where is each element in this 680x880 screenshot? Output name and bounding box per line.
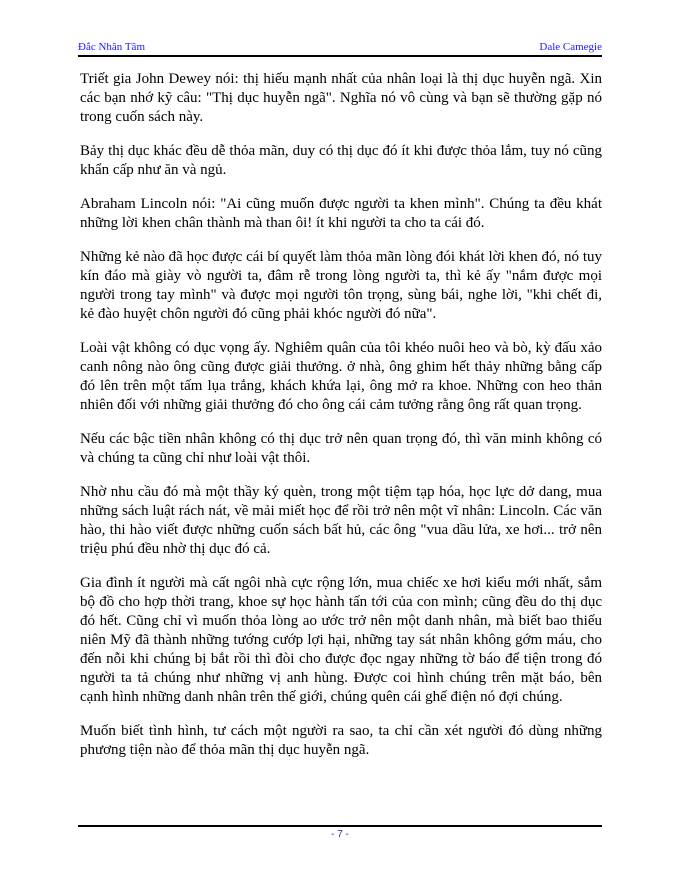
book-title: Đắc Nhân Tâm [78, 41, 145, 53]
header-divider [78, 55, 602, 57]
paragraph: Bảy thị dục khác đều dễ thỏa mãn, duy có thị dục đó ít khi được thỏa lắm, tuy nó cũng khẩn cấp như ăn và ngủ. [80, 143, 602, 178]
paragraph: Nhờ nhu cầu đó mà một thầy ký quèn, trong một tiệm tạp hóa, học lực dở dang, mua những sách luật rách nát, về mải miết học để rồi trở nên một vĩ nhân: Lincoln. Các văn hào, thi hào viết được những cuốn sách bất hủ, các ông "vua dầu lửa, xe hơi... trở nên triệu phú đều nhờ thị dục đó cả. [80, 484, 602, 557]
paragraph: Abraham Lincoln nói: "Ai cũng muốn được người ta khen mình". Chúng ta đều khát những lời khen chân thành mà than ôi! ít khi người ta cho ta cái đó. [80, 196, 602, 231]
page-header [78, 40, 602, 54]
paragraph: Triết gia John Dewey nói: thị hiếu mạnh nhất của nhân loại là thị dục huyễn ngã. Xin các bạn nhớ kỹ câu: "Thị dục huyễn ngã". Nghĩa nó vô cùng và bạn sẽ thường gặp nó trong cuốn sách này. [80, 71, 602, 125]
page-body [80, 70, 602, 775]
paragraph: Gia đình ít người mà cất ngôi nhà cực rộng lớn, mua chiếc xe hơi kiểu mới nhất, sắm bộ đồ cho hợp thời trang, khoe sự học hành tấn tới của con mình; cũng đều do thị dục đó hết. Cũng chỉ vì muốn thỏa lòng ao ước trở nên một danh nhân, mà biết bao thiếu niên Mỹ đã thành những tướng cướp lợi hại, những tay sát nhân không gớm máu, cho đến nỗi khi chúng bị bắt rồi thì đòi cho được đọc ngay những tờ báo để tiện trong đó người ta tả chúng như những vị anh hùng. Được coi hình chúng trên mặt báo, bên cạnh hình những danh nhân trên thế giới, chúng quên cái ghế điện nó đợi chúng. [80, 575, 602, 705]
paragraph: Nếu các bậc tiền nhân không có thị dục trở nên quan trọng đó, thì văn minh không có và chúng ta cũng chỉ như loài vật thôi. [80, 431, 602, 466]
footer-divider [78, 825, 602, 827]
paragraph: Những kẻ nào đã học được cái bí quyết làm thỏa mãn lòng đói khát lời khen đó, nó tuy kín đáo mà giày vò người ta, đâm rễ trong lòng người ta, thì kẻ ấy "nắm được mọi người trong tay mình" và được mọi người tôn trọng, sùng bái, nghe lời, "khi chết đi, kẻ đào huyệt chôn người đó cũng phải khóc người đó nữa". [80, 249, 602, 322]
paragraph: Loài vật không có dục vọng ấy. Nghiêm quân của tôi khéo nuôi heo và bò, kỳ đấu xảo canh nông nào ông cũng được giải thưởng. ở nhà, ông ghim hết thảy những bằng cấp đó lên trên một tấm lụa trắng, khách khứa lại, ông mở ra khoe. Những con heo thản nhiên đối với những giải thưởng đó cho ông cái cảm tưởng rằng ông rất quan trọng. [80, 340, 602, 413]
book-author: Dale Camegie [539, 41, 602, 53]
page-number: - 7 - [331, 829, 349, 840]
paragraph: Muốn biết tình hình, tư cách một người ra sao, ta chỉ cần xét người đó dùng những phương tiện nào để thỏa mãn thị dục huyễn ngã. [80, 723, 602, 758]
